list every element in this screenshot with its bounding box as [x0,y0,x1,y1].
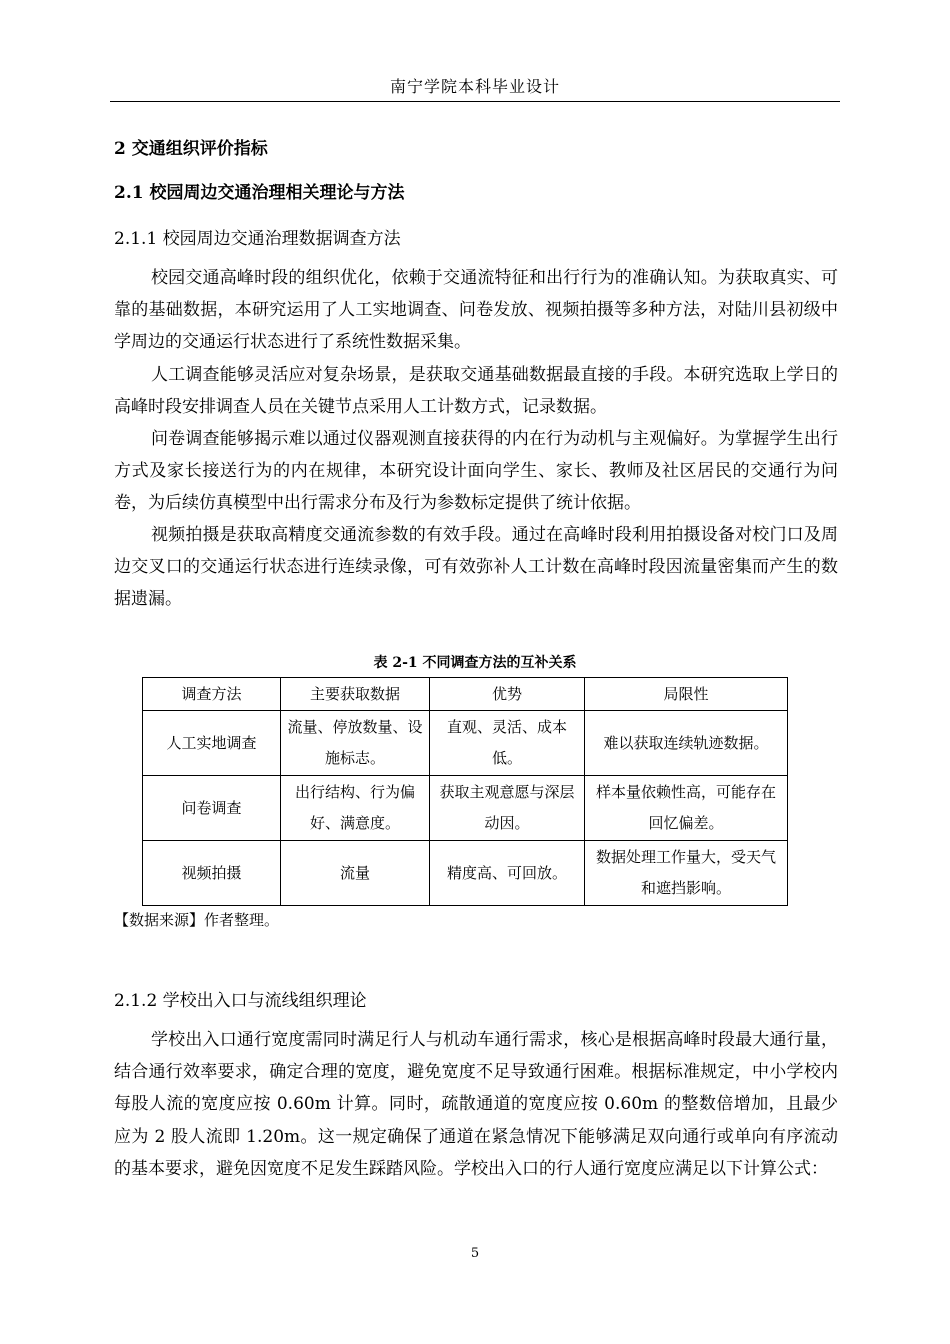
table-header-row [143,678,788,711]
table-row [143,841,788,906]
paragraph: 视频拍摄是获取高精度交通流参数的有效手段。通过在高峰时段利用拍摄设备对校门口及周边交叉口的交通运行状态进行连续录像，可有效弥补人工计数在高峰时段因流量密集而产生的数据遗漏。 [114,525,838,610]
table-cell: 视频拍摄 [143,841,281,906]
table-cell: 样本量依赖性高，可能存在回忆偏差。 [585,776,788,841]
table-header-cell: 调查方法 [143,678,281,711]
table-source-note: 【数据来源】作者整理。 [114,911,280,929]
header-divider [110,101,840,102]
table-row [143,776,788,841]
table-cell: 数据处理工作量大，受天气和遮挡影响。 [585,841,788,906]
table-cell: 获取主观意愿与深层动因。 [430,776,585,841]
survey-methods-table [142,677,788,906]
table-cell: 精度高、可回放。 [430,841,585,906]
chapter-heading: 2 交通组织评价指标 [114,139,268,159]
table-cell: 问卷调查 [143,776,281,841]
paragraph: 校园交通高峰时段的组织优化，依赖于交通流特征和出行行为的准确认知。为获取真实、可靠的基础数据，本研究运用了人工实地调查、问卷发放、视频拍摄等多种方法，对陆川县初级中学周边的交通运行状态进行了系统性数据采集。 [114,268,838,353]
paragraph: 问卷调查能够揭示难以通过仪器观测直接获得的内在行为动机与主观偏好。为掌握学生出行方式及家长接送行为的内在规律，本研究设计面向学生、家长、教师及社区居民的交通行为问卷，为后续仿真模型中出行需求分布及行为参数标定提供了统计依据。 [114,429,838,514]
section-heading: 2.1 校园周边交通治理相关理论与方法 [114,183,405,203]
table-row [143,711,788,776]
table-cell: 流量 [281,841,430,906]
page-header-title: 南宁学院本科毕业设计 [389,77,560,96]
table-cell: 流量、停放数量、设施标志。 [281,711,430,776]
table-cell: 直观、灵活、成本低。 [430,711,585,776]
paragraph: 人工调查能够灵活应对复杂场景，是获取交通基础数据最直接的手段。本研究选取上学日的高峰时段安排调查人员在关键节点采用人工计数方式，记录数据。 [114,365,838,418]
table-header-cell: 主要获取数据 [281,678,430,711]
table-header-cell: 优势 [430,678,585,711]
table-header-cell: 局限性 [585,678,788,711]
table-cell: 难以获取连续轨迹数据。 [585,711,788,776]
table-caption: 表 2-1 不同调查方法的互补关系 [373,655,577,671]
paragraph: 学校出入口通行宽度需同时满足行人与机动车通行需求，核心是根据高峰时段最大通行量，结合通行效率要求，确定合理的宽度，避免宽度不足导致通行困难。根据标准规定，中小学校内每股人流的宽度应按 0.60m 计算。同时，疏散通道的宽度应按 0.60m 的整数倍增加，且最少应为 2 股人流即 1.20m。这一规定确保了通道在紧急情况下能够满足双向通行或单向有序流动的基本要求，避免因宽度不足发生踩踏风险。学校出入口的行人通行宽度应满足以下计算公式： [114,1030,838,1179]
page-number: 5 [470,1246,480,1261]
subsection-heading-methods: 2.1.1 校园周边交通治理数据调查方法 [114,229,401,249]
table-cell: 出行结构、行为偏好、满意度。 [281,776,430,841]
subsection-heading-entrance: 2.1.2 学校出入口与流线组织理论 [114,991,367,1011]
table-cell: 人工实地调查 [143,711,281,776]
